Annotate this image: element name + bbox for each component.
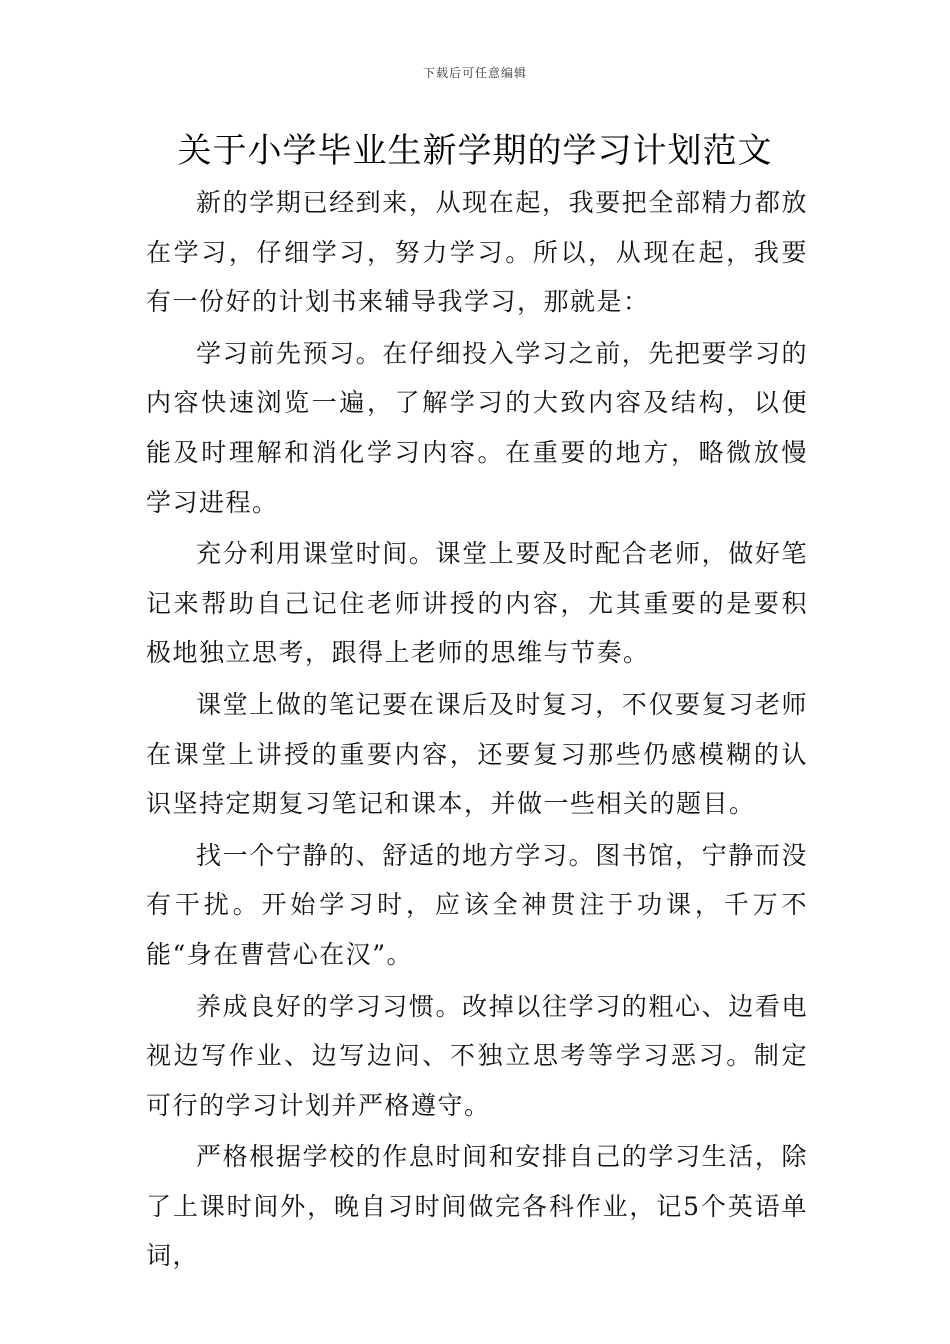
header-note: 下载后可任意编辑 — [422, 66, 527, 80]
paragraph: 新的学期已经到来，从现在起，我要把全部精力都放在学习，仔细学习，努力学习。所以，从现在起，我要有一份好的计划书来辅导我学习，那就是： — [146, 188, 808, 317]
paragraph: 严格根据学校的作息时间和安排自己的学习生活，除了上课时间外，晚自习时间做完各科作业，记5个英语单词， — [146, 1142, 808, 1271]
paragraph: 充分利用课堂时间。课堂上要及时配合老师，做好笔记来帮助自己记住老师讲授的内容，尤其重要的是要积极地独立思考，跟得上老师的思维与节奏。 — [146, 539, 808, 668]
paragraph: 养成良好的学习习惯。改掉以往学习的粗心、边看电视边写作业、边写边问、不独立思考等学习恶习。制定可行的学习计划并严格遵守。 — [146, 991, 808, 1120]
paragraph: 找一个宁静的、舒适的地方学习。图书馆，宁静而没有干扰。开始学习时，应该全神贯注于功课，千万不能“身在曹营心在汉”。 — [146, 840, 808, 969]
paragraph: 学习前先预习。在仔细投入学习之前，先把要学习的内容快速浏览一遍，了解学习的大致内容及结构，以便能及时理解和消化学习内容。在重要的地方，略微放慢学习进程。 — [146, 338, 808, 517]
document-body — [146, 178, 808, 1281]
paragraph: 课堂上做的笔记要在课后及时复习，不仅要复习老师在课堂上讲授的重要内容，还要复习那些仍感模糊的认识坚持定期复习笔记和课本，并做一些相关的题目。 — [146, 689, 808, 819]
document-title: 关于小学毕业生新学期的学习计划范文 — [177, 131, 773, 171]
